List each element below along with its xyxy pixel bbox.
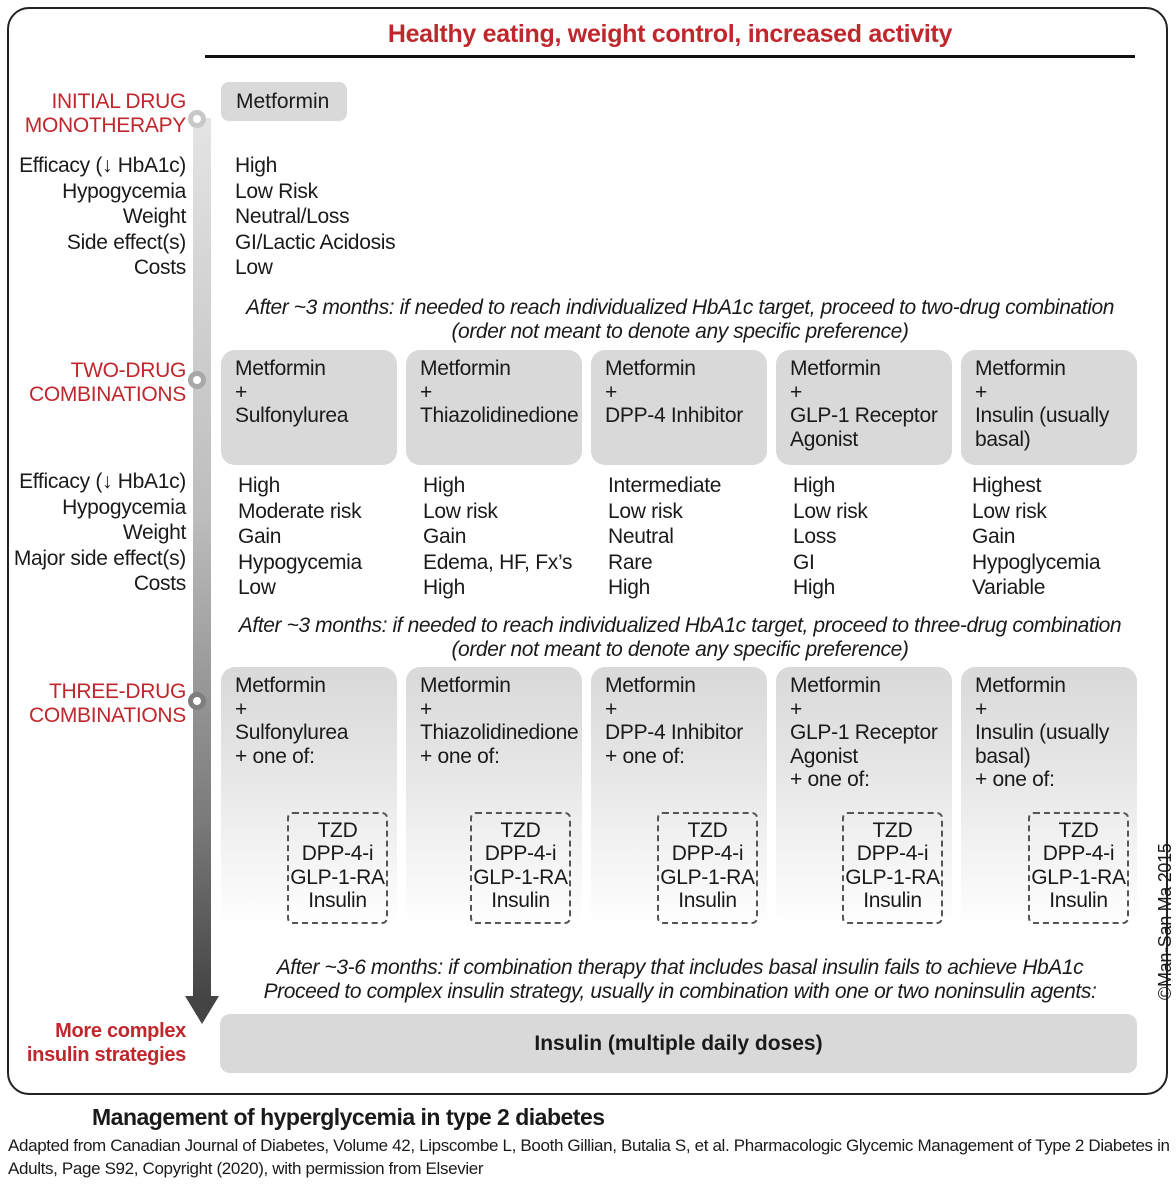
timeline-node-initial [188, 110, 206, 128]
options-box [657, 812, 758, 924]
stage-complex-line2: insulin strategies [26, 1044, 186, 1066]
drug-line: + [235, 380, 247, 404]
drug-line: + [790, 697, 802, 721]
two-drug-box-insulin [961, 350, 1137, 465]
value: Low [238, 576, 276, 599]
mono-row-labels [19, 153, 186, 281]
option-item: DPP-4-i [484, 842, 557, 866]
value: GI [793, 550, 815, 574]
row-label: Major side effect(s) [13, 546, 186, 570]
value: Variable [972, 576, 1046, 599]
option-item: TZD [1058, 819, 1099, 842]
timeline-node-two-drug [188, 371, 206, 389]
note-three-line1: After ~3 months: if needed to reach individualized HbA1c target, proceed to three-drug combination [238, 614, 1122, 637]
value: Highest [972, 474, 1042, 497]
two-drug-box-dpp4 [591, 350, 767, 465]
mono-value: Low Risk [235, 179, 318, 203]
option-item: Insulin [863, 888, 922, 912]
note-two-line1: After ~3 months: if needed to reach individualized HbA1c target, proceed to two-drug combination [245, 296, 1115, 319]
drug-line: + [975, 380, 987, 404]
lifestyle-title: Healthy eating, weight control, increased activity [387, 20, 953, 48]
drug-line: + [235, 697, 247, 721]
drug-line: Thiazolidinedione [420, 404, 579, 427]
two-drug-values-thiazolidinedione [423, 473, 572, 601]
value: Gain [972, 525, 1016, 548]
drug-line: Metformin [790, 357, 881, 380]
row-label: Hypogycemia [62, 495, 186, 519]
stage-three-line2: COMBINATIONS [28, 704, 186, 727]
option-item: GLP-1-RA [1031, 865, 1126, 889]
drug-line: DPP-4 Inhibitor [605, 721, 743, 744]
note-three-drug [205, 614, 1155, 662]
two-drug-box-glp1 [776, 350, 952, 465]
drug-line: Metformin [790, 674, 881, 697]
timeline-node-three-drug [188, 692, 206, 710]
copyright-text: ©Man-San Ma 2015 [1155, 843, 1175, 1000]
drug-line: Metformin [420, 674, 511, 697]
value: Low risk [972, 499, 1047, 523]
drug-line: Metformin [975, 357, 1066, 380]
option-item: DPP-4-i [671, 842, 744, 866]
row-label: Side effect(s) [66, 230, 186, 254]
stage-two-line2: COMBINATIONS [28, 383, 186, 406]
drug-line: Metformin [605, 674, 696, 697]
mono-value: GI/Lactic Acidosis [235, 230, 396, 254]
option-item: TZD [872, 819, 913, 842]
option-item: Insulin [491, 888, 550, 912]
drug-line: + [420, 697, 432, 721]
value: Moderate risk [238, 499, 362, 523]
option-item: Insulin [1049, 888, 1108, 912]
drug-line: Thiazolidinedione [420, 721, 579, 744]
drug-line: + [790, 380, 802, 404]
option-item: DPP-4-i [856, 842, 929, 866]
row-label: Weight [122, 521, 186, 544]
drug-line: basal) [975, 744, 1031, 768]
drug-line: Metformin [420, 357, 511, 380]
stage-initial-line1: INITIAL DRUG [51, 90, 186, 113]
value: Edema, HF, Fx’s [423, 550, 573, 574]
note-complex-line2: Proceed to complex insulin strategy, usually in combination with one or two noninsulin agents: [263, 980, 1097, 1003]
value: High [423, 576, 465, 599]
drug-line: + one of: [235, 744, 315, 768]
value: Rare [608, 550, 653, 574]
mono-value: Low [235, 256, 273, 279]
options-box [470, 812, 571, 924]
drug-line: Metformin [235, 674, 326, 697]
value: Low risk [423, 499, 498, 523]
option-item: TZD [317, 819, 358, 842]
note-two-drug [205, 296, 1155, 344]
drug-line: Insulin (usually [975, 404, 1110, 427]
row-label: Hypogycemia [62, 179, 186, 203]
mono-value: Neutral/Loss [235, 205, 350, 228]
value: High [423, 474, 465, 497]
drug-line: + [605, 697, 617, 721]
note-three-line2: (order not meant to denote any specific preference) [451, 638, 909, 661]
option-item: GLP-1-RA [290, 865, 385, 889]
two-drug-row-labels [14, 469, 186, 597]
value: High [608, 576, 650, 599]
option-item: GLP-1-RA [473, 865, 568, 889]
value: Gain [423, 525, 467, 548]
option-item: GLP-1-RA [845, 865, 940, 889]
title-rule [205, 55, 1135, 58]
option-item: Insulin [308, 888, 367, 912]
stage-complex-line1: More complex [55, 1020, 186, 1042]
stage-initial-line2: MONOTHERAPY [24, 114, 186, 137]
value: High [238, 474, 280, 497]
drug-line: Metformin [235, 357, 326, 380]
two-drug-values-dpp4 [608, 473, 721, 601]
row-label: Weight [122, 205, 186, 228]
value: Intermediate [608, 474, 722, 497]
mono-values [235, 153, 395, 281]
drug-line: + one of: [975, 768, 1055, 791]
stage-label-complex [27, 1019, 186, 1067]
insulin-multiple-doses-box: Insulin (multiple daily doses) [220, 1014, 1137, 1073]
option-item: TZD [687, 819, 728, 842]
two-drug-values-glp1 [793, 473, 868, 601]
row-label: Efficacy (↓ HbA1c) [19, 154, 186, 177]
drug-line: Insulin (usually [975, 721, 1110, 744]
drug-line: Metformin [975, 674, 1066, 697]
value: Low risk [793, 499, 868, 523]
option-item: DPP-4-i [1042, 842, 1115, 866]
two-drug-values-insulin [972, 473, 1100, 601]
stage-two-line1: TWO-DRUG [70, 359, 186, 382]
mono-drug-box: Metformin [221, 82, 347, 121]
value: Gain [238, 525, 282, 548]
option-item: GLP-1-RA [660, 865, 755, 889]
stage-three-line1: THREE-DRUG [49, 680, 186, 703]
drug-line: basal) [975, 427, 1031, 451]
value: Neutral [608, 525, 674, 548]
row-label: Efficacy (↓ HbA1c) [19, 470, 186, 493]
drug-line: Sulfonylurea [235, 404, 349, 427]
stage-label-two-drug [29, 359, 186, 407]
note-complex [180, 956, 1176, 1004]
value: Hypoglycemia [972, 550, 1101, 574]
drug-line: GLP-1 Receptor [790, 404, 938, 427]
caption-source: Adapted from Canadian Journal of Diabetes, Volume 42, Lipscombe L, Booth Gillian, Butalia S, et al. Pharmacologic Glycemic Management of Type 2 Diabetes in Adults, Page S92, Copyright (2020), with permission from Elsevier [8, 1136, 1170, 1178]
drug-line: DPP-4 Inhibitor [605, 404, 743, 427]
drug-line: Agonist [790, 744, 858, 768]
drug-line: + [420, 380, 432, 404]
two-drug-values-sulfonylurea [238, 473, 362, 601]
timeline-bar [193, 118, 211, 998]
options-box [1028, 812, 1129, 924]
drug-line: + one of: [790, 768, 870, 791]
drug-line: Sulfonylurea [235, 721, 349, 744]
caption-title: Management of hyperglycemia in type 2 diabetes [92, 1104, 605, 1130]
value: Hypogycemia [238, 550, 362, 574]
value: Loss [793, 525, 837, 548]
drug-line: Metformin [605, 357, 696, 380]
mono-value: High [235, 154, 277, 177]
drug-line: + one of: [420, 744, 500, 768]
note-complex-line1: After ~3-6 months: if combination therapy that includes basal insulin fails to achieve HbA1c [276, 956, 1084, 979]
drug-line: + [605, 380, 617, 404]
stage-label-initial [25, 90, 186, 138]
note-two-line2: (order not meant to denote any specific preference) [451, 320, 909, 343]
two-drug-box-sulfonylurea [221, 350, 397, 465]
value: Low risk [608, 499, 683, 523]
value: High [793, 576, 835, 599]
option-item: DPP-4-i [301, 842, 374, 866]
row-label: Costs [133, 572, 186, 595]
options-box [842, 812, 943, 924]
value: High [793, 474, 835, 497]
row-label: Costs [133, 256, 186, 279]
option-item: Insulin [678, 888, 737, 912]
stage-label-three-drug [29, 680, 186, 728]
options-box [287, 812, 388, 924]
drug-line: + one of: [605, 744, 685, 768]
drug-line: + [975, 697, 987, 721]
drug-line: GLP-1 Receptor [790, 721, 938, 744]
drug-line: Agonist [790, 427, 858, 451]
two-drug-box-thiazolidinedione [406, 350, 582, 465]
option-item: TZD [500, 819, 541, 842]
